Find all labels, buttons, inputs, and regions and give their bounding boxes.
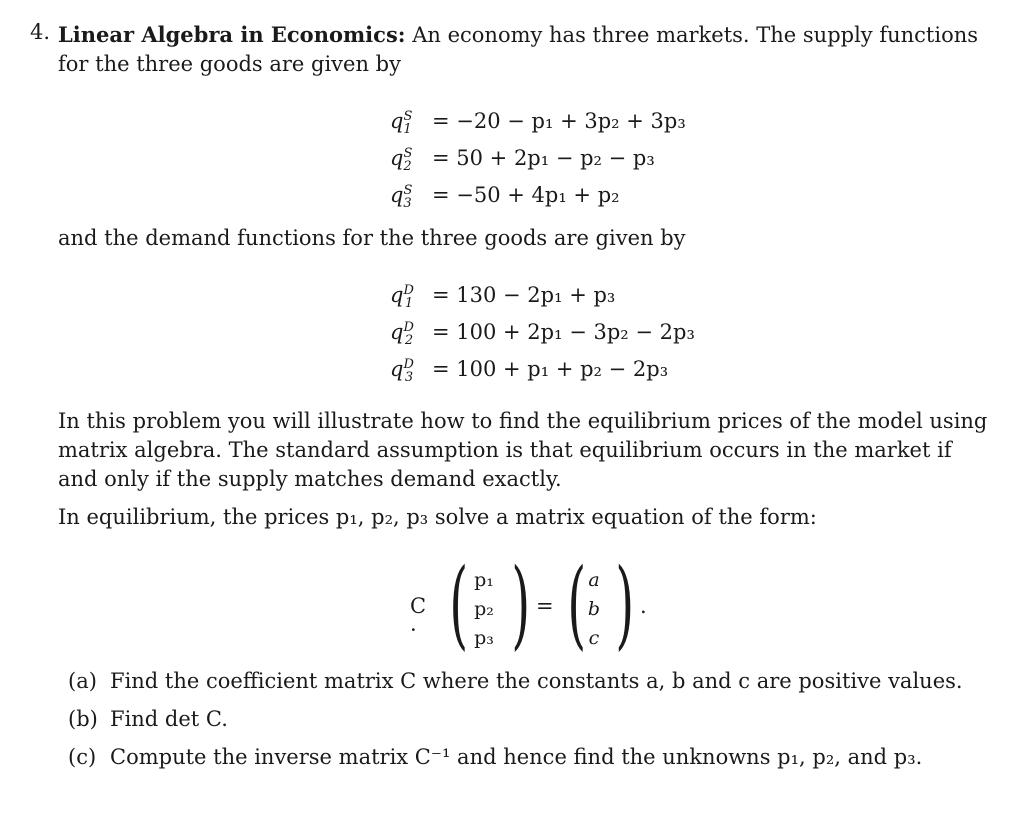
equals-sign: = bbox=[536, 594, 554, 618]
part-c bbox=[68, 743, 922, 772]
supply-eq-1 bbox=[390, 98, 686, 138]
supply-rhs-1: = −20 − p₁ + 3p₂ + 3p₃ bbox=[432, 109, 686, 133]
supply-lhs-1: $q^S_1$ bbox=[390, 109, 413, 138]
demand-lhs-3: $q^D_3$ bbox=[390, 357, 414, 386]
problem-intro bbox=[58, 20, 994, 79]
part-text: Find the coefficient matrix C where the constants a, b and c are positive values. bbox=[110, 669, 963, 693]
supply-rhs-2: = 50 + 2p₁ − p₂ − p₃ bbox=[432, 146, 655, 170]
part-text: Find det C. bbox=[110, 707, 228, 731]
supply-rhs-3: = −50 + 4p₁ + p₂ bbox=[432, 183, 620, 207]
right-paren-1: ) bbox=[511, 548, 531, 660]
vector-entry: p₃ bbox=[474, 627, 494, 649]
demand-rhs-2: = 100 + 2p₁ − 3p₂ − 2p₃ bbox=[432, 320, 695, 344]
demand-rhs-1: = 130 − 2p₁ + p₃ bbox=[432, 283, 616, 307]
price-vector bbox=[466, 566, 502, 653]
vector-entry: c bbox=[588, 627, 600, 649]
left-paren-1: ( bbox=[449, 548, 469, 660]
left-paren-2: ( bbox=[567, 548, 587, 660]
part-text: Compute the inverse matrix C⁻¹ and hence find the unknowns p₁, p₂, and p₃. bbox=[110, 745, 923, 769]
coefficient-symbol: C · bbox=[410, 594, 427, 642]
demand-lhs-1: $q^D_1$ bbox=[390, 283, 414, 312]
vector-entry: a bbox=[588, 569, 600, 591]
right-paren-2: ) bbox=[615, 548, 635, 660]
demand-eq-2 bbox=[390, 309, 695, 349]
vector-entry: b bbox=[587, 598, 601, 620]
demand-lhs-2: $q^D_2$ bbox=[390, 320, 414, 349]
part-label: (a) bbox=[68, 669, 97, 693]
supply-eq-2 bbox=[390, 135, 686, 175]
equation-period: . bbox=[640, 594, 647, 618]
supply-equations bbox=[390, 98, 686, 212]
problem-number: 4. bbox=[30, 20, 51, 44]
vector-entry: p₂ bbox=[474, 598, 494, 620]
demand-eq-1 bbox=[390, 272, 695, 312]
body-paragraph-2: In equilibrium, the prices p₁, p₂, p₃ solve a matrix equation of the form: bbox=[58, 505, 817, 529]
part-a bbox=[68, 667, 963, 696]
demand-eq-3 bbox=[390, 346, 695, 386]
demand-rhs-3: = 100 + p₁ + p₂ − 2p₃ bbox=[432, 357, 669, 381]
constant-vector bbox=[582, 566, 606, 653]
supply-eq-3 bbox=[390, 172, 686, 212]
part-label: (c) bbox=[68, 745, 97, 769]
body-paragraph-1: In this problem you will illustrate how to find the equilibrium prices of the model using matrix algebra. The standard assumption is that equilibrium occurs in the market if and only if the supply matches demand exactly. bbox=[58, 409, 988, 491]
supply-lhs-3: $q^S_3$ bbox=[390, 183, 413, 212]
demand-equations bbox=[390, 272, 695, 386]
demand-intro: and the demand functions for the three goods are given by bbox=[58, 226, 686, 250]
problem-title: Linear Algebra in Economics: bbox=[58, 22, 406, 47]
part-label: (b) bbox=[68, 707, 98, 731]
part-b bbox=[68, 705, 228, 734]
intro-text: An economy has three markets. The supply functions for the three goods are given by bbox=[58, 23, 979, 76]
vector-entry: p₁ bbox=[474, 569, 494, 591]
supply-lhs-2: $q^S_2$ bbox=[390, 146, 413, 175]
